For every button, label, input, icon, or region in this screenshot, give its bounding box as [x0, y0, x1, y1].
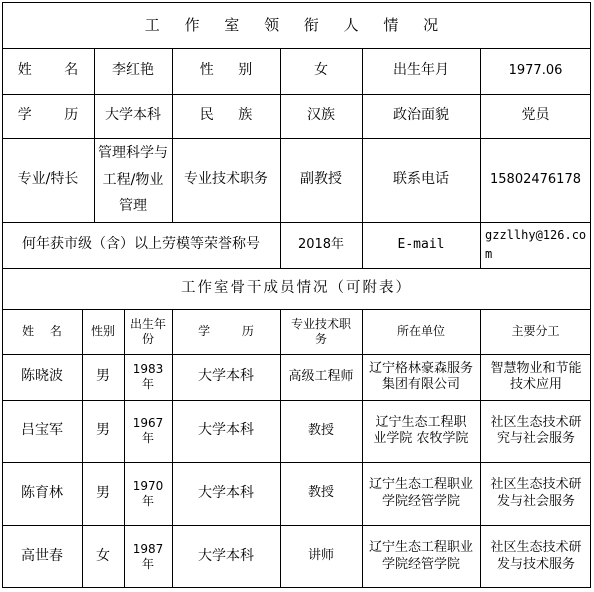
member-education: 大学本科 — [198, 422, 254, 439]
member-tech-title: 教授 — [307, 422, 334, 438]
ethnicity-label: 民 族 — [199, 107, 263, 124]
header-employer: 所在单位 — [396, 324, 445, 338]
member-employer: 辽宁格林豪森服务集团有限公司 — [368, 360, 473, 392]
major-label: 专业/特长 — [17, 171, 79, 188]
header-tech-title: 专业技术职务 — [290, 316, 351, 346]
name-value: 李红艳 — [112, 62, 154, 79]
members-section-title: 工作室骨干成员情况（可附表） — [181, 280, 412, 297]
phone-label: 联系电话 — [393, 171, 449, 188]
leader-section-title: 工 作 室 领 衔 人 情 况 — [144, 15, 449, 34]
member-employer: 辽宁生态工程职业学院经管学院 — [368, 477, 473, 509]
education-value: 大学本科 — [105, 107, 161, 124]
member-tech-title: 讲师 — [307, 548, 334, 564]
member-responsibility: 社区生态技术研究与社会服务 — [490, 414, 582, 446]
member-gender: 男 — [96, 422, 110, 439]
member-gender: 男 — [96, 484, 110, 501]
member-responsibility: 社区生态技术研发与技术服务 — [490, 540, 582, 572]
member-gender: 女 — [96, 547, 110, 564]
gender-label: 性 别 — [199, 62, 263, 79]
email-label: E-mail — [397, 236, 445, 252]
education-label: 学 历 — [17, 107, 93, 124]
member-tech-title: 高级工程师 — [288, 368, 354, 384]
major-value: 管理科学与工程/物业管理 — [98, 145, 168, 215]
member-responsibility: 社区生态技术研发与社会服务 — [490, 477, 582, 509]
member-employer: 辽宁生态工程职业学院 农牧学院 — [373, 414, 469, 446]
member-birth-year: 1967年 — [132, 416, 164, 445]
member-education: 大学本科 — [198, 484, 254, 501]
member-name: 陈晓波 — [21, 368, 63, 385]
member-gender: 男 — [96, 368, 110, 385]
honor-value: 2018年 — [297, 236, 345, 252]
gender-value: 女 — [314, 62, 328, 79]
honor-label: 何年获市级（含）以上劳模等荣誉称号 — [22, 236, 260, 253]
header-responsibility: 主要分工 — [511, 324, 560, 338]
email-value: gzzllhy@126.com — [485, 227, 587, 261]
ethnicity-value: 汉族 — [307, 107, 335, 124]
member-education: 大学本科 — [198, 547, 254, 564]
birth-value: 1977.06 — [508, 62, 563, 78]
member-birth-year: 1987年 — [132, 541, 164, 571]
politics-label: 政治面貌 — [393, 107, 449, 124]
header-gender: 性别 — [90, 324, 115, 338]
birth-label: 出生年月 — [393, 62, 449, 79]
member-tech-title: 教授 — [307, 485, 334, 501]
tech-title-label: 专业技术职务 — [184, 171, 268, 188]
member-birth-year: 1970年 — [132, 478, 164, 508]
politics-value: 党员 — [521, 107, 550, 124]
header-birth-year: 出生年份 — [129, 316, 166, 346]
member-birth-year: 1983年 — [132, 362, 164, 391]
member-name: 高世春 — [21, 547, 63, 564]
member-employer: 辽宁生态工程职业学院经管学院 — [368, 540, 473, 572]
name-label: 姓 名 — [17, 62, 93, 79]
member-responsibility: 智慧物业和节能技术应用 — [490, 360, 582, 392]
member-education: 大学本科 — [198, 368, 254, 385]
tech-title-value: 副教授 — [300, 171, 342, 188]
header-education: 学 历 — [198, 324, 268, 338]
phone-value: 15802476178 — [490, 171, 581, 187]
member-name: 陈育林 — [21, 484, 63, 501]
member-name: 吕宝军 — [21, 422, 63, 439]
header-name: 姓 名 — [22, 324, 68, 338]
